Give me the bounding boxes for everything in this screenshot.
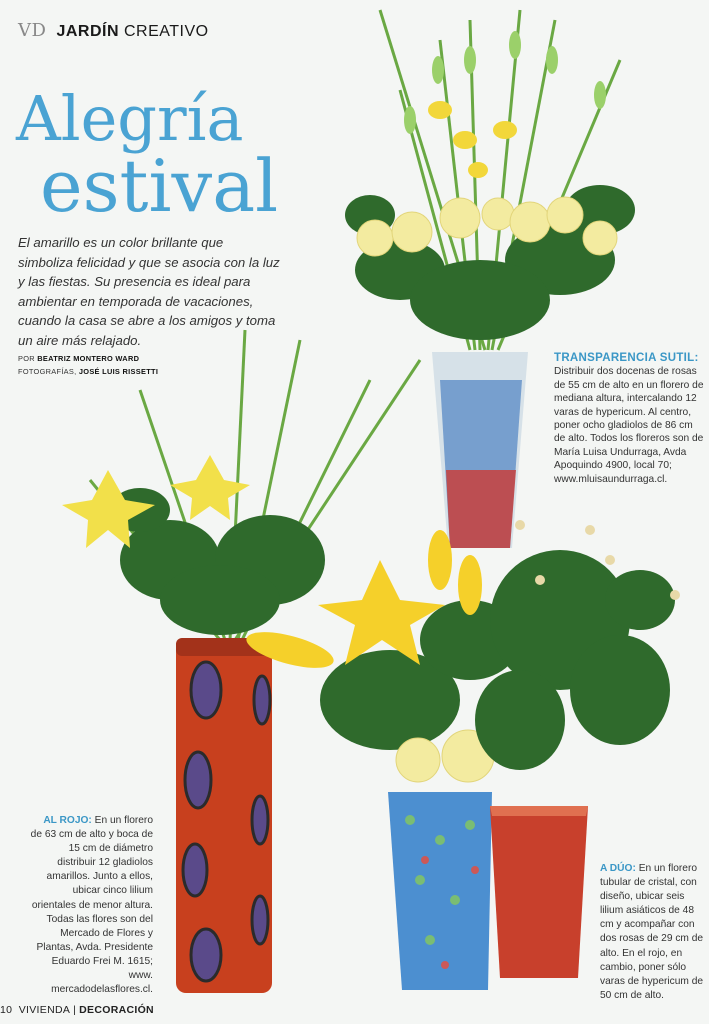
photographer-name: JOSÉ LUIS RISSETTI	[78, 367, 159, 376]
author-name: BEATRIZ MONTERO WARD	[37, 354, 140, 363]
article-title-line1: Alegría	[16, 82, 244, 155]
caption-rojo	[30, 814, 153, 997]
caption-rojo-body: En un florero de 63 cm de alto y boca de 15 cm de diámetro distribuir 12 gladiolos amarillos. Junto a ellos, ubicar cinco lilium orientales de menor altura. Todas las flores son del Mercado de Flores y Plantas, Avda. Presidente Eduardo Frei M. 1615; www. mercadodelasflores.cl.	[30, 815, 153, 996]
red-vase	[176, 638, 272, 993]
caption-duo	[600, 862, 706, 1003]
author-prefix: POR	[18, 354, 35, 363]
blue-vase	[388, 792, 492, 990]
section-header	[18, 20, 209, 41]
photo-prefix: FOTOGRAFÍAS,	[18, 367, 77, 376]
caption-transparencia-heading: TRANSPARENCIA SUTIL:	[554, 352, 699, 364]
section-name-bold: JARDÍN	[56, 23, 119, 40]
magazine-logo: VD	[18, 20, 47, 41]
magazine-name: VIVIENDA	[18, 1004, 71, 1016]
caption-rojo-heading: AL ROJO:	[43, 815, 92, 826]
red-glass-vase	[490, 806, 588, 978]
caption-transparencia-body: Distribuir dos docenas de rosas de 55 cm de alto en un florero de mediana altura, intercalando 12 varas de hypericum. Al centro, poner ocho gladiolos de 86 cm de alto. Todos los floreros son de María Luisa Undurraga, Avda Apoquindo 4900, local 70; www.mluisaundurraga.cl.	[554, 366, 704, 485]
caption-transparencia	[554, 352, 704, 486]
footer-section: DECORACIÓN	[79, 1004, 154, 1016]
article-intro: El amarillo es un color brillante que simboliza felicidad y que se asocia con la luz y las fiestas. Su presencia es ideal para ambientar en temporada de vacaciones, cuando la casa se abre a los amigos y toma un aire más relajado.	[18, 235, 280, 348]
caption-duo-heading: A DÚO:	[600, 863, 636, 874]
page-footer: 10 VIVIENDA | DECORACIÓN	[0, 1004, 154, 1016]
article-credits	[18, 352, 158, 378]
section-name-light: CREATIVO	[123, 23, 209, 40]
hypericum-foliage	[475, 550, 675, 770]
page-number: 10	[0, 1004, 13, 1016]
glass-vase-top	[432, 352, 528, 548]
caption-duo-body: En un florero tubular de cristal, con diseño, ubicar seis lilium asiáticos de 48 cm y acompañar con dos rosas de 29 cm de alto. En el rojo, en cambio, poner sólo varas de hypericum de 50 cm de alto.	[600, 863, 704, 1001]
article-title-line2: estival	[40, 144, 279, 228]
